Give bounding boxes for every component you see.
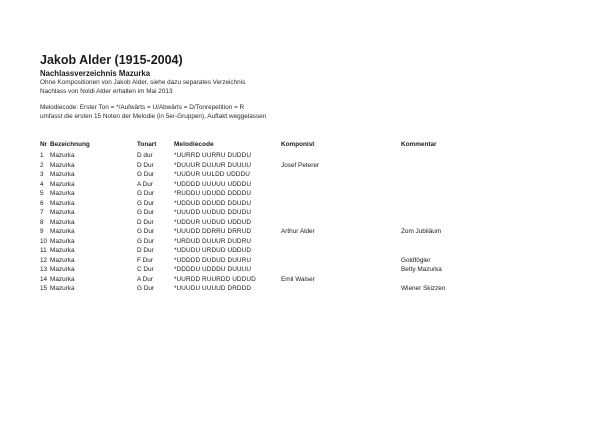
cell-nr: 6 xyxy=(40,199,44,207)
cell-bezeichnung: Mazurka xyxy=(50,190,75,197)
note-line-3: Melodiecode: Erster Ton = */Aufwärts = U/Abwärts = D/Tonrepetition = R xyxy=(40,104,245,111)
cell-kommentar: Betty Mazurka xyxy=(401,266,442,273)
cell-melodiecode: *UDDDD UUUUU UDDDU xyxy=(174,180,252,188)
cell-melodiecode: *UUUDD UUDUD DDUDU xyxy=(174,209,252,216)
table-row xyxy=(40,200,480,210)
cell-nr: 1 xyxy=(40,152,44,159)
cell-nr: 5 xyxy=(40,190,44,197)
cell-nr: 13 xyxy=(40,266,48,273)
cell-komponist: Josef Peterer xyxy=(281,161,320,169)
cell-melodiecode: *UUDUR UULDD UDDDU xyxy=(174,171,251,178)
table-row xyxy=(40,228,480,238)
cell-kommentar: Goldfögler xyxy=(401,256,431,264)
cell-tonart: G Dur xyxy=(137,171,155,178)
cell-bezeichnung: Mazurka xyxy=(50,275,75,283)
cell-nr: 7 xyxy=(40,209,44,216)
cell-bezeichnung: Mazurka xyxy=(50,180,75,188)
cell-melodiecode: *UDUDU URDUD UDDUD xyxy=(174,247,252,254)
table-row xyxy=(40,181,480,191)
cell-komponist: Arthur Alder xyxy=(281,228,315,235)
header-melodiecode: Melodiecode xyxy=(174,141,214,148)
cell-tonart: A Dur xyxy=(137,180,153,188)
cell-bezeichnung: Mazurka xyxy=(50,209,75,216)
cell-melodiecode: *UURRD UURRU DUDDU xyxy=(174,152,252,159)
cell-nr: 14 xyxy=(40,275,48,283)
table-body xyxy=(40,152,480,295)
cell-tonart: C Dur xyxy=(137,266,154,273)
cell-tonart: D Dur xyxy=(137,247,154,254)
table-row xyxy=(40,266,480,276)
cell-nr: 9 xyxy=(40,228,44,235)
cell-bezeichnung: Mazurka xyxy=(50,266,75,273)
cell-tonart: D Dur xyxy=(137,218,154,226)
cell-kommentar: Wiener Skizzen xyxy=(401,285,446,292)
cell-melodiecode: *UDDDD DUDUD DUURU xyxy=(174,256,252,264)
cell-nr: 8 xyxy=(40,218,44,226)
cell-bezeichnung: Mazurka xyxy=(50,152,75,159)
cell-melodiecode: *DUUUR DUUUR DUUUU xyxy=(174,161,252,169)
cell-nr: 3 xyxy=(40,171,44,178)
table-row xyxy=(40,162,480,172)
table-row xyxy=(40,171,480,181)
cell-bezeichnung: Mazurka xyxy=(50,161,75,169)
table-row xyxy=(40,190,480,200)
note-line-1: Ohne Kompositionen von Jakob Alder, siehe dazu separates Verzeichnis xyxy=(40,79,246,86)
cell-nr: 2 xyxy=(40,161,44,169)
cell-melodiecode: *DDDDU UDDDU DUUUU xyxy=(174,266,252,273)
header-bezeichnung: Bezeichnung xyxy=(50,141,90,148)
cell-bezeichnung: Mazurka xyxy=(50,199,75,207)
cell-bezeichnung: Mazurka xyxy=(50,256,75,264)
header-nr: Nr xyxy=(40,141,48,148)
cell-tonart: G Dur xyxy=(137,285,155,292)
table-row xyxy=(40,152,480,162)
table-row xyxy=(40,247,480,257)
cell-tonart: D Dur xyxy=(137,161,154,169)
table-header-row xyxy=(40,141,480,152)
cell-bezeichnung: Mazurka xyxy=(50,171,75,178)
cell-nr: 12 xyxy=(40,256,48,264)
note-line-4: umfasst die ersten 15 Noten der Melodie (in 5er-Gruppen), Auftakt weggelassen xyxy=(40,113,267,120)
cell-nr: 4 xyxy=(40,180,44,188)
cell-nr: 15 xyxy=(40,285,48,292)
table-row xyxy=(40,219,480,229)
mazurka-table xyxy=(40,141,480,295)
cell-bezeichnung: Mazurka xyxy=(50,218,75,226)
cell-bezeichnung: Mazurka xyxy=(50,285,75,292)
cell-tonart: F Dur xyxy=(137,256,153,264)
cell-melodiecode: *UDDUD DDUDD DDUDU xyxy=(174,199,252,207)
cell-bezeichnung: Mazurka xyxy=(50,237,75,245)
cell-tonart: G Dur xyxy=(137,209,155,216)
cell-tonart: G Dur xyxy=(137,199,155,207)
cell-melodiecode: *UURDD RUURDD UDDUD xyxy=(174,275,256,283)
cell-tonart: A Dur xyxy=(137,275,153,283)
cell-melodiecode: *URDUD DUUUR DUDRU xyxy=(174,237,252,245)
cell-nr: 10 xyxy=(40,237,48,245)
document-subtitle: Nachlassverzeichnis Mazurka xyxy=(40,69,151,78)
cell-melodiecode: *UUUDD DDRRU DRRUD xyxy=(174,228,252,235)
table-row xyxy=(40,209,480,219)
table-row xyxy=(40,285,480,295)
cell-nr: 11 xyxy=(40,247,47,254)
header-komponist: Komponist xyxy=(281,141,315,148)
cell-komponist: Emil Walser xyxy=(281,275,315,283)
table-row xyxy=(40,257,480,267)
note-line-2: Nachlass von Noldi Alder erhalten im Mai 2013 xyxy=(40,88,173,95)
header-kommentar: Kommentar xyxy=(401,141,437,148)
document-title: Jakob Alder (1915-2004) xyxy=(40,53,183,67)
cell-tonart: G Dur xyxy=(137,237,155,245)
header-tonart: Tonart xyxy=(137,141,157,148)
cell-tonart: D dur xyxy=(137,152,153,159)
table-row xyxy=(40,238,480,248)
cell-melodiecode: *UDDUR UUDUD UDDUD xyxy=(174,218,252,226)
cell-melodiecode: *RUDDU UDUDD DDDDU xyxy=(174,190,252,197)
cell-bezeichnung: Mazurka xyxy=(50,228,75,235)
cell-bezeichnung: Mazurka xyxy=(50,247,75,254)
table-row xyxy=(40,276,480,286)
cell-melodiecode: *UUUDU UUUUD DRDDD xyxy=(174,285,252,292)
cell-tonart: G Dur xyxy=(137,228,155,235)
cell-kommentar: Zom Jubiläum xyxy=(401,228,442,235)
cell-tonart: G Dur xyxy=(137,190,155,197)
